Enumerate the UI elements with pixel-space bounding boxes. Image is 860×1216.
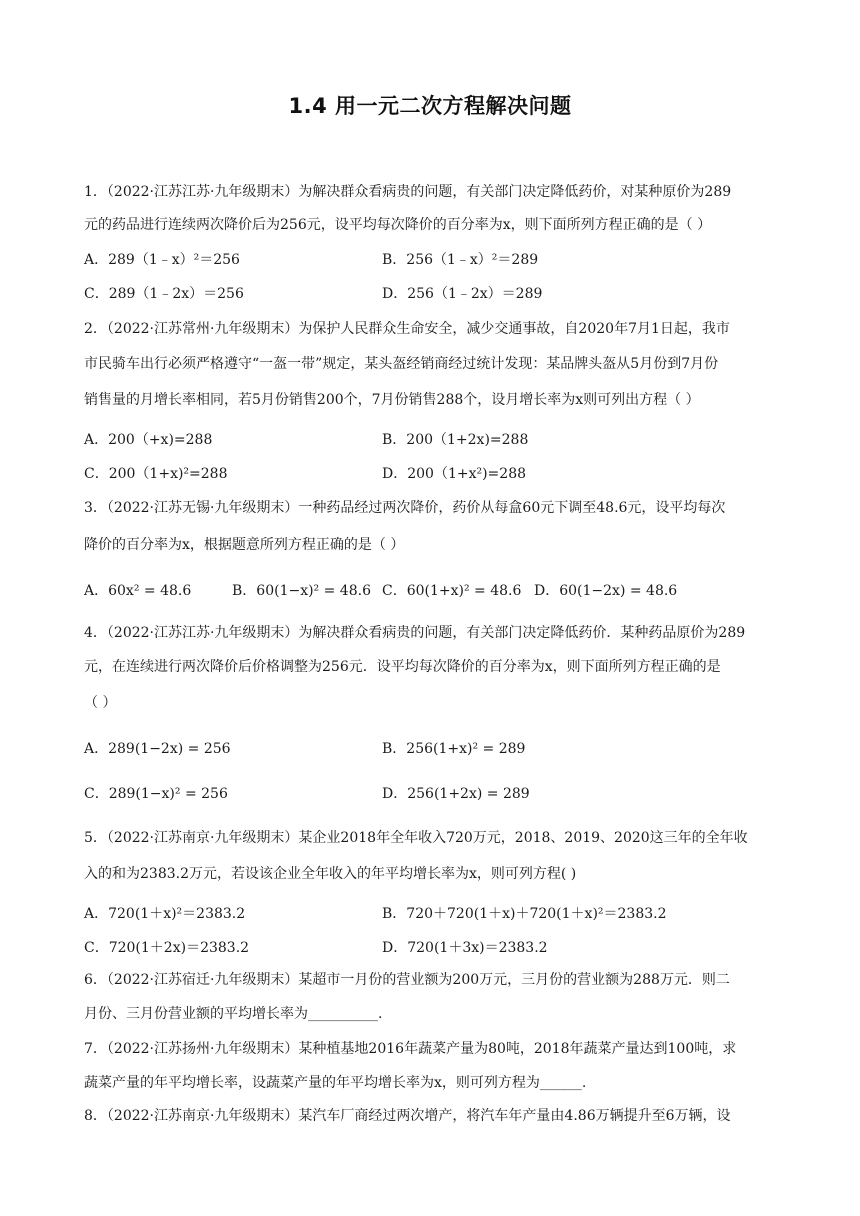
question-6-line-2: 月份、三月份营业额的平均增长率为__________. <box>84 1006 383 1022</box>
page-title: 1.4 用一元二次方程解决问题 <box>288 94 572 118</box>
question-4-option-a: A．289(1−2x) = 256 <box>84 741 231 757</box>
question-1-option-d: D．256（1﹣2x）＝289 <box>382 286 543 302</box>
question-5-option-b: B．720＋720(1＋x)＋720(1＋x)²＝2383.2 <box>382 906 667 922</box>
question-1-option-a: A．289（1﹣x）²＝256 <box>84 252 240 268</box>
question-5-line-1: 5．（2022·江苏南京·九年级期末）某企业2018年全年收入720万元，2018、2019、2020这三年的全年收 <box>84 830 748 846</box>
question-2-option-a: A．200（+x)=288 <box>84 432 213 448</box>
question-3-option-a: A．60x² = 48.6 <box>84 583 192 599</box>
question-4-option-d: D．256(1+2x) = 289 <box>382 786 530 802</box>
question-3-option-b: B．60(1−x)² = 48.6 <box>232 583 371 599</box>
question-4-line-2: 元，在连续进行两次降价后价格调整为256元．设平均每次降价的百分率为x，则下面所列方程正确的是 <box>84 659 721 675</box>
question-2-option-b: B．200（1+2x)=288 <box>382 432 529 448</box>
question-4-option-b: B．256(1+x)² = 289 <box>382 741 526 757</box>
question-2-line-3: 销售量的月增长率相同，若5月份销售200个，7月份销售288个，设月增长率为x则可列出方程（ ） <box>84 392 700 408</box>
question-5-option-a: A．720(1＋x)²＝2383.2 <box>84 906 246 922</box>
question-4-option-c: C．289(1−x)² = 256 <box>84 786 228 802</box>
question-7-line-1: 7．（2022·江苏扬州·九年级期末）某种植基地2016年蔬菜产量为80吨，2018年蔬菜产量达到100吨，求 <box>84 1041 737 1057</box>
question-4-line-1: 4．（2022·江苏江苏·九年级期末）为解决群众看病贵的问题，有关部门决定降低药价．某种药品原价为289 <box>84 625 746 641</box>
question-2-option-c: C．200（1+x)²=288 <box>84 466 228 482</box>
question-3-line-2: 降价的百分率为x，根据题意所列方程正确的是（ ） <box>84 537 405 553</box>
question-4-line-3: （ ） <box>84 695 117 711</box>
question-3-line-1: 3．（2022·江苏无锡·九年级期末）一种药品经过两次降价，药价从每盒60元下调至48.6元，设平均每次 <box>84 500 726 516</box>
question-3-option-c: C．60(1+x)² = 48.6 <box>382 583 522 599</box>
question-5-option-d: D．720(1＋3x)＝2383.2 <box>382 940 548 956</box>
question-2-line-2: 市民骑车出行必须严格遵守“一盔一带”规定，某头盔经销商经过统计发现：某品牌头盔从5月份到7月份 <box>84 356 719 372</box>
question-2-option-d: D．200（1+x²)=288 <box>382 466 527 482</box>
question-5-line-2: 入的和为2383.2万元，若设该企业全年收入的年平均增长率为x，则可列方程( ) <box>84 866 577 882</box>
question-6-line-1: 6．（2022·江苏宿迁·九年级期末）某超市一月份的营业额为200万元，三月份的营业额为288万元．则二 <box>84 972 730 988</box>
question-5-option-c: C．720(1＋2x)＝2383.2 <box>84 940 250 956</box>
question-7-line-2: 蔬菜产量的年平均增长率，设蔬菜产量的年平均增长率为x，则可列方程为______. <box>84 1075 587 1091</box>
question-1-option-c: C．289（1﹣2x）＝256 <box>84 286 244 302</box>
question-8-line-1: 8．（2022·江苏南京·九年级期末）某汽车厂商经过两次增产，将汽车年产量由4.86万辆提升至6万辆，设 <box>84 1108 731 1124</box>
question-3-option-d: D．60(1−2x) = 48.6 <box>534 583 678 599</box>
question-2-line-1: 2．（2022·江苏常州·九年级期末）为保护人民群众生命安全，减少交通事故，自2020年7月1日起，我市 <box>84 321 730 337</box>
question-1-line-1: 1．（2022·江苏江苏·九年级期末）为解决群众看病贵的问题，有关部门决定降低药价，对某种原价为289 <box>84 184 732 200</box>
question-1-line-2: 元的药品进行连续两次降价后为256元，设平均每次降价的百分率为x，则下面所列方程正确的是（ ） <box>84 217 712 233</box>
question-1-option-b: B．256（1﹣x）²＝289 <box>382 252 539 268</box>
